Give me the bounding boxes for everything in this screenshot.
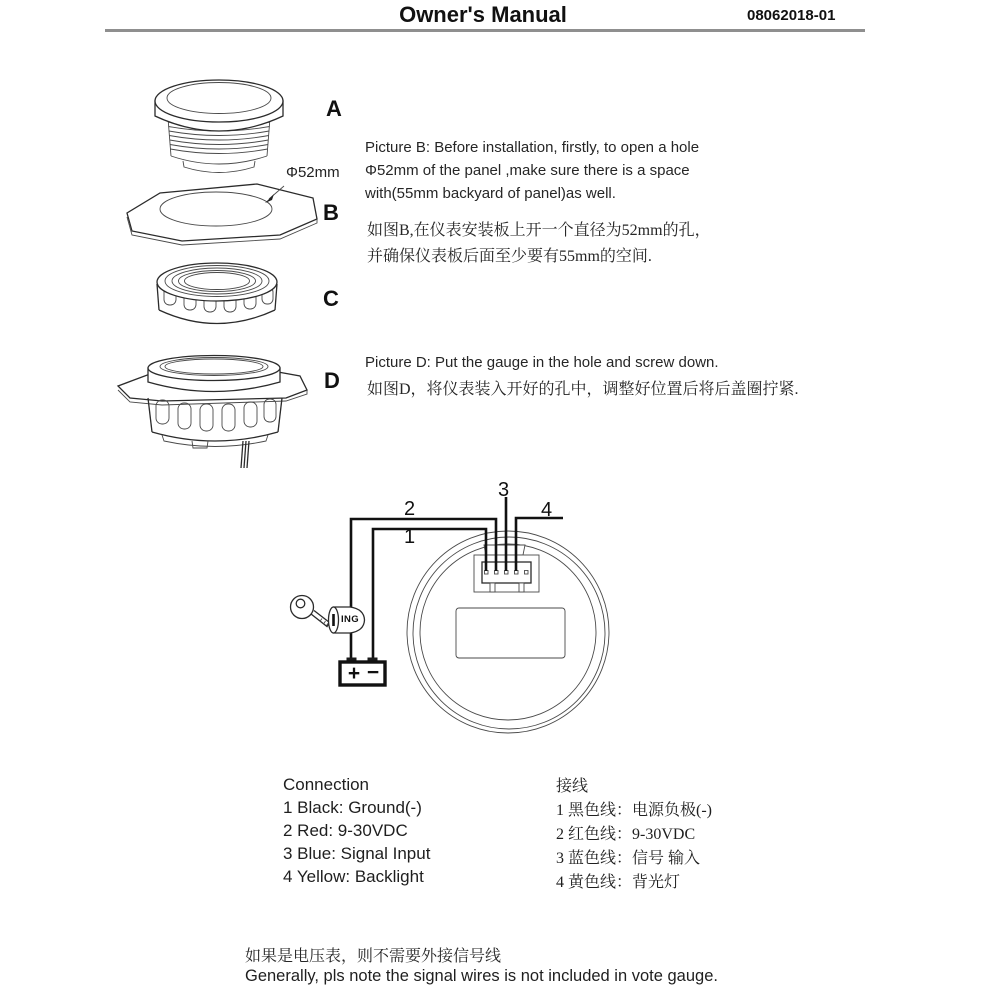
text-line: 如图B,在仪表安装板上开一个直径为52mm的孔， — [367, 222, 711, 239]
wiring-diagram — [280, 465, 620, 745]
part-b-panel-plate-drawing — [127, 184, 317, 245]
legend-line: 3 蓝色线：信号 输入 — [556, 850, 701, 867]
text-line: 如图D，将仪表装入开好的孔中，调整好位置后将后盖圈拧紧. — [367, 381, 799, 398]
legend-line: 3 Blue: Signal Input — [283, 844, 431, 863]
wire-label-2: 2 — [404, 498, 416, 520]
header-divider — [105, 29, 865, 32]
legend-line: 2 Red: 9-30VDC — [283, 821, 408, 840]
text-line: Φ52mm of the panel ,make sure there is a space — [365, 162, 690, 179]
connection-legend-zh — [556, 775, 712, 895]
legend-line: 1 黑色线：电源负极(-) — [556, 802, 712, 819]
parts-exploded-drawing — [110, 60, 340, 470]
wire-label-4: 4 — [541, 499, 553, 521]
picture-b-instructions-en — [365, 136, 699, 205]
footer-note-en: Generally, pls note the signal wires is not included in vote gauge. — [245, 967, 718, 985]
connection-legend-en — [283, 773, 430, 888]
key-icon — [291, 596, 330, 627]
picture-d-instructions-en — [365, 351, 719, 374]
picture-b-instructions-zh — [367, 218, 711, 270]
legend-line: 4 Yellow: Backlight — [283, 867, 424, 886]
part-a-gauge-body-drawing — [155, 80, 283, 173]
part-label-d: D — [324, 368, 340, 393]
part-label-b: B — [323, 200, 339, 225]
part-d-assembled-gauge-drawing — [118, 356, 307, 469]
text-line: 并确保仪表板后面至少要有55mm的空间. — [367, 248, 652, 265]
text-line: Picture D: Put the gauge in the hole and screw down. — [365, 354, 719, 371]
part-label-a: A — [326, 96, 342, 121]
legend-title: Connection — [283, 775, 370, 794]
legend-line: 4 黄色线：背光灯 — [556, 874, 681, 891]
doc-number: 08062018-01 — [747, 7, 836, 24]
legend-line: 2 红色线：9-30VDC — [556, 826, 696, 843]
page-title: Owner's Manual — [399, 2, 567, 27]
legend-line: 1 Black: Ground(-) — [283, 798, 422, 817]
footer-note-zh: 如果是电压表，则不需要外接信号线 — [245, 948, 502, 965]
part-c-lock-ring-drawing — [157, 263, 277, 324]
text-line: Picture B: Before installation, firstly, to open a hole — [365, 139, 700, 156]
battery-plus-symbol: + — [347, 662, 361, 685]
hole-dimension-label: Φ52mm — [286, 164, 340, 181]
ignition-switch-label: ING — [341, 614, 360, 625]
battery-minus-symbol: − — [366, 661, 380, 684]
legend-title: 接线 — [556, 778, 589, 795]
picture-d-instructions-zh — [367, 377, 799, 403]
wire-label-1: 1 — [404, 526, 416, 548]
wire-label-3: 3 — [498, 479, 510, 501]
wire-1-path — [373, 529, 486, 662]
part-label-c: C — [323, 286, 339, 311]
text-line: with(55mm backyard of panel)as well. — [365, 185, 616, 202]
